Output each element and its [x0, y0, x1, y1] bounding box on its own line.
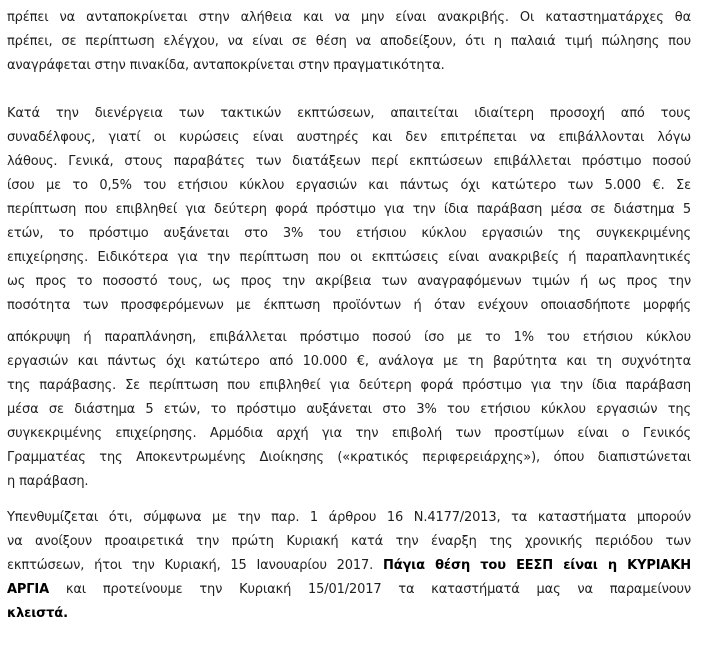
text-line [7, 422, 691, 446]
text-run: Υπενθυμίζεται ότι, σύμφωνα με την παρ. 1 άρθρου 16 Ν.4177/2013, τα καταστήματα μπορούν [7, 510, 691, 525]
text-line [7, 30, 691, 54]
text-line [7, 506, 691, 530]
text-run: η παράβαση. [7, 474, 89, 489]
text-line [7, 398, 691, 422]
text-line [7, 150, 691, 174]
text-run: αναγράφεται στην πινακίδα, ανταποκρίνεται στην πραγματικότητα. [7, 58, 445, 73]
text-line [7, 174, 691, 198]
text-run: μέσα σε διάστημα 5 ετών, το πρόστιμο αυξάνεται στο 3% του ετήσιου κύκλου εργασιών της [7, 402, 691, 417]
text-line [7, 374, 691, 398]
text-line [7, 102, 691, 126]
text-line [7, 326, 691, 350]
paragraph [7, 326, 691, 494]
text-run: λάθους. Γενικά, στους παραβάτες των διατάξεων περί εκπτώσεων επιβάλλεται πρόστιμο ποσού [7, 154, 691, 169]
text-run: εργασιών και πάντως όχι κατώτερο από 10.000 €, ανάλογα με τη βαρύτητα και τη συχνότητα [7, 354, 691, 369]
text-line [7, 126, 691, 150]
text-run: πρέπει, σε περίπτωση ελέγχου, να είναι σε θέση να αποδείξουν, ότι η παλαιά τιμή πώλησης που [7, 34, 691, 49]
text-run: Γραμματέας της Αποκεντρωμένης Διοίκησης («κρατικός περιφερειάρχης»), όπου διαπιστώνεται [7, 450, 691, 465]
bold-text-run: κλειστά. [7, 606, 68, 621]
text-run: Κατά την διενέργεια των τακτικών εκπτώσεων, απαιτείται ιδιαίτερη προσοχή από τους [7, 106, 691, 121]
text-line [7, 554, 691, 578]
text-line [7, 222, 691, 246]
text-run: περίπτωση που επιβληθεί για δεύτερη φορά πρόστιμο για την ίδια παράβαση μέσα σε διάστημα 5 [7, 202, 691, 217]
paragraph [7, 506, 691, 626]
text-run: της παράβασης. Σε περίπτωση που επιβληθεί για δεύτερη φορά πρόστιμο για την ίδια παράβαση [7, 378, 691, 393]
text-run: ποσότητα των προσφερόμενων με έκπτωση προϊόντων ή όταν ενέχουν οποιασδήποτε μορφής [7, 298, 691, 313]
text-line [7, 6, 691, 30]
bold-text-run: Πάγια θέση του ΕΕΣΠ είναι η ΚΥΡΙΑΚΗ [382, 558, 691, 573]
text-line [7, 578, 691, 602]
text-run: ετών, το πρόστιμο αυξάνεται στο 3% του ετήσιου κύκλου εργασιών της συγκεκριμένης [7, 226, 691, 241]
text-run: να ανοίξουν προαιρετικά την πρώτη Κυριακή κατά την έναρξη της χρονικής περιόδου των [7, 534, 691, 549]
text-line [7, 294, 691, 318]
text-run: συγκεκριμένης επιχείρησης. Αρμόδια αρχή για την επιβολή των προστίμων είναι ο Γενικός [7, 426, 691, 441]
text-line [7, 54, 691, 78]
paragraph [7, 6, 691, 78]
text-line [7, 198, 691, 222]
text-run: επιχείρησης. Ειδικότερα για την περίπτωση που οι εκπτώσεις είναι ανακριβείς ή παραπλανητικές [7, 250, 691, 265]
text-line [7, 602, 691, 626]
text-line [7, 446, 691, 470]
text-run: και προτείνουμε την Κυριακή 15/01/2017 τα καταστήματά μας να παραμείνουν [49, 582, 691, 597]
text-line [7, 470, 691, 494]
text-run: εκπτώσεων, ήτοι την Κυριακή, 15 Ιανουαρίου 2017. [7, 558, 383, 573]
text-line [7, 350, 691, 374]
text-run: ως προς το ποσοστό τους, ως προς την ακρίβεια των αναγραφόμενων τιμών ή ως προς την [7, 274, 691, 289]
text-run: απόκρυψη ή παραπλάνηση, επιβάλλεται πρόστιμο ποσού ίσο με το 1% του ετήσιου κύκλου [7, 330, 691, 345]
paragraph [7, 102, 691, 318]
text-line [7, 270, 691, 294]
text-line [7, 246, 691, 270]
text-run: συναδέλφους, γιατί οι κυρώσεις είναι αυστηρές και δεν επιτρέπεται να επιβάλλονται λόγω [7, 130, 691, 145]
text-run: πρέπει να ανταποκρίνεται στην αλήθεια και να μην είναι ανακριβής. Οι καταστηματάρχες θα [7, 10, 691, 25]
bold-text-run: ΑΡΓΙΑ [7, 582, 50, 597]
text-line [7, 530, 691, 554]
text-run: ίσου με το 0,5% του ετήσιου κύκλου εργασιών και πάντως όχι κατώτερο των 5.000 €. Σε [7, 178, 691, 193]
